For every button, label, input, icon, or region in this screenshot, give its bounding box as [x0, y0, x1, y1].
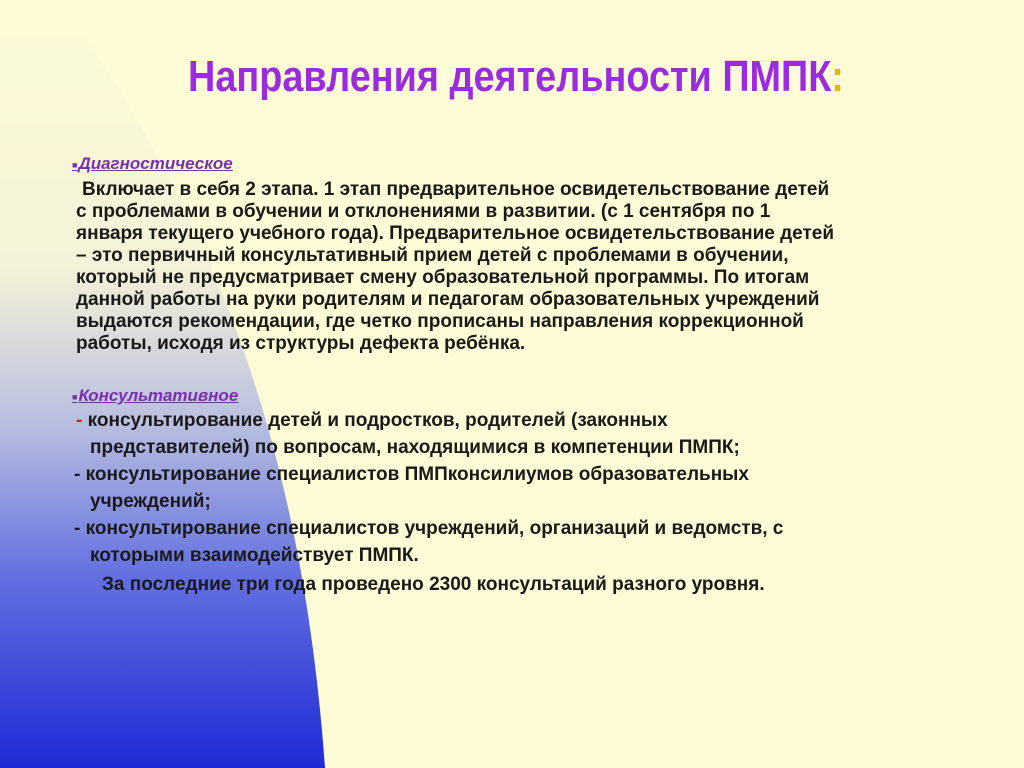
diagnostic-line: выдаются рекомендации, где четко прописаны направления коррекционной: [76, 311, 804, 332]
consultative-item-line: [74, 518, 783, 540]
section-diagnostic-heading: [72, 154, 233, 174]
consultative-heading-text: Консультативное: [78, 386, 239, 405]
diagnostic-line: Включает в себя 2 этапа. 1 этап предварительное освидетельствование детей: [82, 179, 830, 200]
consultative-item-text: консультирование специалистов ПМПконсилиумов образовательных: [85, 464, 749, 485]
bullet-icon: ■: [72, 159, 78, 170]
slide-title-text: Направления деятельности ПМПК: [188, 52, 832, 101]
slide-title-colon: :: [831, 52, 844, 101]
diagnostic-line: января текущего учебного года). Предварительное освидетельствование детей: [76, 223, 835, 244]
consultative-summary: За последние три года проведено 2300 консультаций разного уровня.: [102, 574, 765, 595]
dash-marker: -: [76, 410, 83, 431]
consultative-item-line: которыми взаимодействует ПМПК.: [90, 545, 419, 566]
diagnostic-line: с проблемами в обучении и отклонениями в развитии. (с 1 сентября по 1: [76, 201, 771, 222]
diagnostic-line: – это первичный консультативный прием детей с проблемами в обучении,: [76, 245, 789, 266]
consultative-item-line: учреждений;: [90, 491, 211, 512]
diagnostic-heading-text: Диагностическое: [78, 154, 233, 173]
consultative-item-text: консультирование специалистов учреждений, организаций и ведомств, с: [85, 518, 784, 539]
consultative-item-line: [76, 410, 668, 432]
bullet-icon: ■: [72, 391, 78, 402]
consultative-item-line: представителей) по вопросам, находящимися в компетенции ПМПК;: [90, 437, 740, 458]
section-consultative-heading: [72, 386, 238, 406]
diagnostic-line: который не предусматривает смену образовательной программы. По итогам: [76, 267, 810, 288]
dash-marker: -: [74, 464, 81, 485]
diagnostic-line: данной работы на руки родителям и педагогам образовательных учреждений: [76, 289, 820, 310]
dash-marker: -: [74, 518, 81, 539]
slide-title: [0, 52, 1024, 102]
consultative-item-line: [74, 464, 749, 486]
consultative-item-text: консультирование детей и подростков, родителей (законных: [87, 410, 668, 431]
diagnostic-line: работы, исходя из структуры дефекта ребёнка.: [76, 333, 526, 354]
